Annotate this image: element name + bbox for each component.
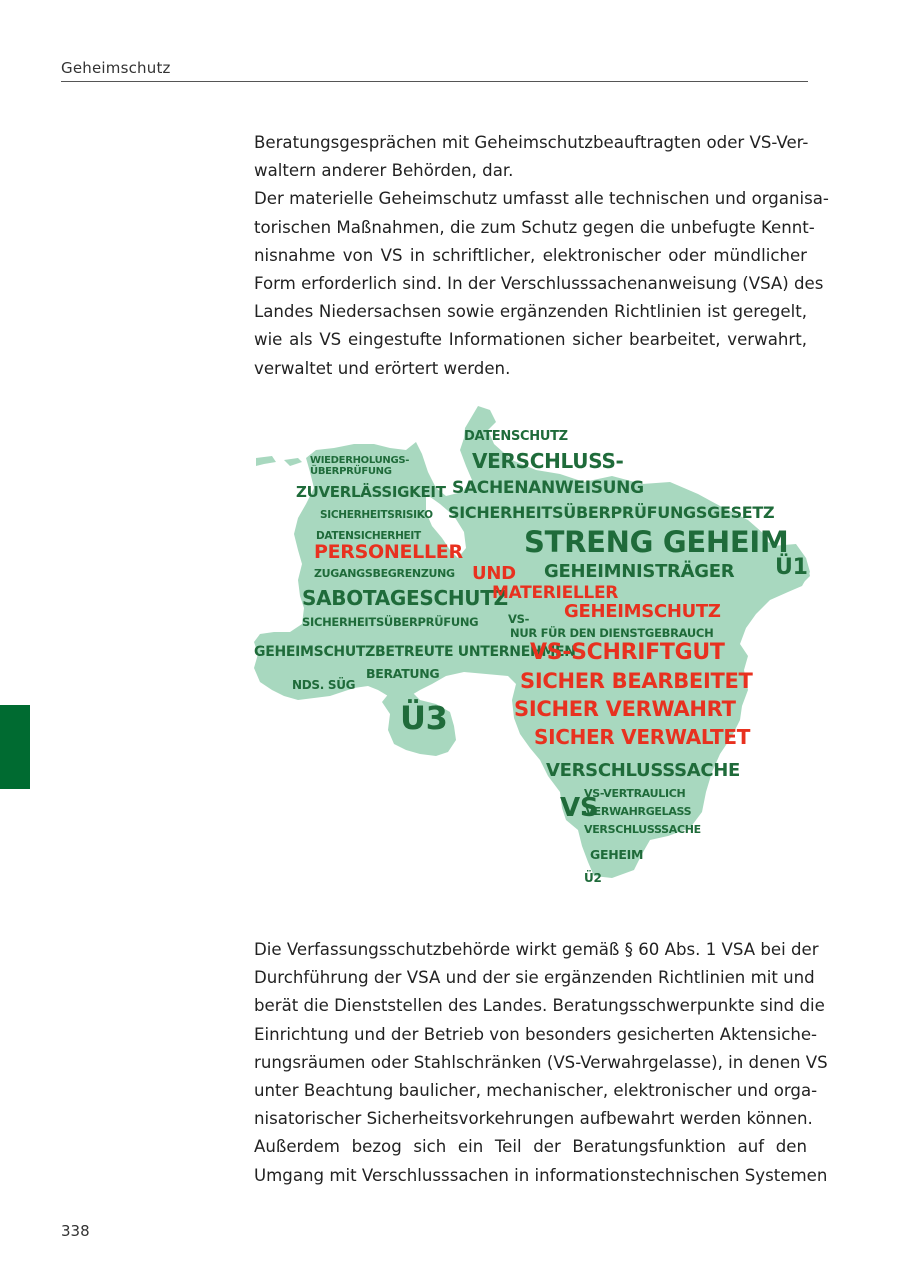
word-sicher-verwahrt: SICHER VERWAHRT (514, 697, 736, 721)
text-line: waltern anderer Behörden, dar. (254, 161, 514, 181)
text-line: Der materielle Geheimschutz umfasst alle technischen und organisa- (254, 189, 829, 209)
text-line: verwaltet und erörtert werden. (254, 358, 511, 378)
word-sicher-bearbeitet: SICHER BEARBEITET (520, 669, 753, 693)
text-line: nisnahme von VS in schriftlicher, elektronischer oder mündlicher (254, 245, 807, 265)
word-verschluss: VERSCHLUSS- (472, 449, 624, 473)
text-line: Außerdem bezog sich ein Teil der Beratungsfunktion auf den (254, 1137, 807, 1157)
text-line: Die Verfassungsschutzbehörde wirkt gemäß § 60 Abs. 1 VSA bei der (254, 940, 819, 959)
paragraph-top (254, 129, 829, 383)
text-line: torischen Maßnahmen, die zum Schutz gegen die unbefugte Kennt- (254, 217, 815, 237)
word-datensicherheit: DATENSICHERHEIT (316, 530, 421, 542)
paragraph-bottom (254, 936, 828, 1190)
word-sicherheitsueberpruefung: SICHERHEITSÜBERPRÜFUNG (302, 615, 479, 629)
word-sicher-verwaltet: SICHER VERWALTET (534, 725, 751, 749)
word-sicherheitsrisiko: SICHERHEITSRISIKO (320, 509, 433, 521)
word-ueberpruefung: ÜBERPRÜFUNG (310, 466, 392, 477)
word-wiederholungs: WIEDERHOLUNGS- (310, 455, 410, 466)
page-number: 338 (61, 1222, 90, 1240)
text-line: nisatorischer Sicherheitsvorkehrungen aufbewahrt werden können. (254, 1109, 813, 1129)
header-rule (61, 81, 808, 82)
word-ue3: Ü3 (400, 699, 448, 737)
word-nur-fuer-den-dienstgebrauch: NUR FÜR DEN DIENSTGEBRAUCH (510, 626, 714, 640)
word-sabotageschutz: SABOTAGESCHUTZ (302, 586, 508, 610)
text-line: rungsräumen oder Stahlschränken (VS-Verwahrgelasse), in denen VS (254, 1052, 828, 1072)
lower-saxony-word-cloud-map (250, 400, 810, 895)
word-und: UND (472, 563, 516, 584)
word-verwahrgelass: -VERWAHRGELASS (582, 805, 692, 818)
word-sicherheitsueberpruefungsgesetz: SICHERHEITSÜBERPRÜFUNGSGESETZ (448, 503, 775, 522)
word-nds-sueg: NDS. SÜG (292, 678, 356, 692)
word-zugangsbegrenzung: ZUGANGSBEGRENZUNG (314, 567, 455, 580)
text-line: Landes Niedersachsen sowie ergänzenden Richtlinien ist geregelt, (254, 302, 807, 322)
text-line: Form erforderlich sind. In der Verschlusssachenanweisung (VSA) des (254, 274, 824, 294)
word-personeller: PERSONELLER (314, 541, 463, 563)
word-vs-vertraulich: VS-VERTRAULICH (584, 787, 686, 800)
word-ue2: Ü2 (584, 871, 602, 885)
chapter-tab-marker (0, 705, 30, 789)
text-line: Beratungsgesprächen mit Geheimschutzbeauftragten oder VS-Ver- (254, 133, 809, 152)
text-line: berät die Dienststellen des Landes. Beratungsschwerpunkte sind die (254, 996, 825, 1016)
text-line: wie als VS eingestufte Informationen sicher bearbeitet, verwahrt, (254, 330, 807, 350)
text-line: Durchführung der VSA und der sie ergänzenden Richtlinien mit und (254, 968, 815, 988)
word-streng-geheim: STRENG GEHEIM (524, 525, 789, 559)
map-island (256, 456, 276, 466)
word-zuverlaessigkeit: ZUVERLÄSSIGKEIT (296, 483, 446, 501)
word-vs-schriftgut: VS-SCHRIFTGUT (530, 640, 725, 665)
text-line: Umgang mit Verschlusssachen in informationstechnischen Systemen (254, 1165, 828, 1185)
word-geheimschutzbetreute-unternehmen: GEHEIMSCHUTZBETREUTE UNTERNEHMEN (254, 644, 576, 660)
text-line: unter Beachtung baulicher, mechanischer, elektronischer und orga- (254, 1081, 818, 1101)
word-vs-dash: VS- (508, 612, 530, 626)
word-sachenanweisung: SACHENANWEISUNG (452, 478, 644, 498)
word-vs-large: VS (560, 793, 599, 823)
word-beratung: BERATUNG (366, 666, 440, 681)
word-verschlusssache-small: VERSCHLUSSSACHE (584, 823, 701, 836)
word-materieller: MATERIELLER (492, 583, 619, 603)
word-geheimschutz: GEHEIMSCHUTZ (564, 601, 721, 622)
word-geheimnistraeger: GEHEIMNISTRÄGER (544, 561, 735, 582)
word-verschlusssache-large: VERSCHLUSSSACHE (546, 760, 741, 781)
running-header: Geheimschutz (61, 59, 171, 77)
map-island (284, 458, 302, 466)
word-ue1: Ü1 (775, 555, 808, 580)
word-datenschutz: DATENSCHUTZ (464, 429, 568, 444)
word-geheim: GEHEIM (590, 847, 644, 862)
text-line: Einrichtung und der Betrieb von besonders gesicherten Aktensiche- (254, 1024, 818, 1044)
